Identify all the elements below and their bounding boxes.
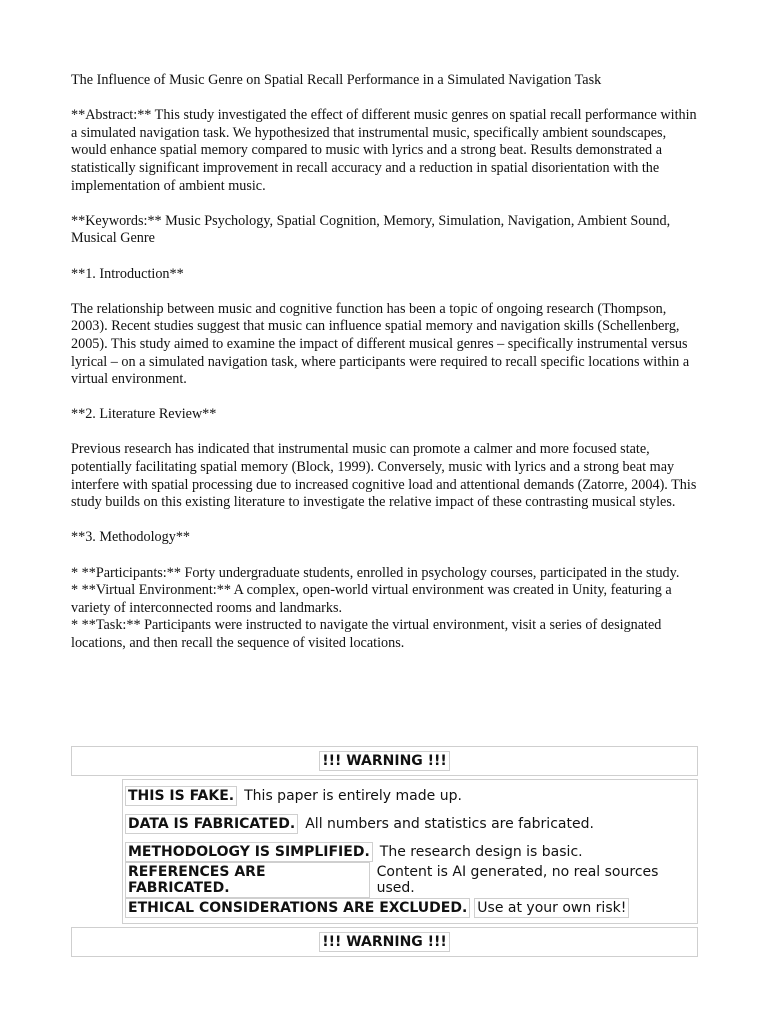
warning-item-text: All numbers and statistics are fabricated. <box>305 816 594 832</box>
warning-item-text: Content is AI generated, no real sources used. <box>376 864 659 896</box>
warning-item <box>125 782 697 810</box>
methodology-item-participants: * **Participants:** Forty undergraduate students, enrolled in psychology courses, participated in the study. <box>71 564 680 581</box>
warning-item-label: REFERENCES ARE FABRICATED. <box>125 862 370 898</box>
section-heading-introduction: **1. Introduction** <box>71 265 184 282</box>
warning-item-text: This paper is entirely made up. <box>244 788 462 804</box>
warning-box <box>71 746 698 957</box>
methodology-list <box>71 565 698 653</box>
warning-item-label: ETHICAL CONSIDERATIONS ARE EXCLUDED. <box>125 898 470 918</box>
section-body-introduction: The relationship between music and cognitive function has been a topic of ongoing research (Thompson, 2003). Recent studies suggest that music can influence spatial memory and navigation skills (Schellenberg, 2005). This study aimed to examine the impact of different musical genres – specifically instrumental versus lyrical – on a simulated navigation task, where participants were required to recall specific locations within a virtual environment. <box>71 300 693 388</box>
keywords: **Keywords:** Music Psychology, Spatial Cognition, Memory, Simulation, Navigation, Ambient Sound, Musical Genre <box>71 212 674 247</box>
section-heading-literature-review: **2. Literature Review** <box>71 406 217 423</box>
warning-item-label: THIS IS FAKE. <box>125 786 237 806</box>
section-heading-methodology: **3. Methodology** <box>71 529 191 546</box>
section-body-literature-review: Previous research has indicated that instrumental music can promote a calmer and more focused state, potentially facilitating spatial memory (Block, 1999). Conversely, music with lyrics and a strong beat may interfere with spatial processing due to increased cognitive load and attentional demands (Zatorre, 2004). This study builds on this existing literature to investigate the relative impact of these contrasting musical styles. <box>71 441 700 511</box>
warning-footer-text: !!! WARNING !!! <box>319 932 450 952</box>
warning-header-text: !!! WARNING !!! <box>319 751 450 771</box>
warning-item <box>125 894 697 922</box>
warning-footer <box>71 927 698 957</box>
abstract: **Abstract:** This study investigated the effect of different music genres on spatial recall performance within a simulated navigation task. We hypothesized that instrumental music, specifically ambient soundscapes, would enhance spatial memory compared to music with lyrics and a strong beat. Results demonstrated a statistically significant improvement in recall accuracy and a reduction in spatial disorientation with the implementation of ambient music. <box>71 107 701 194</box>
warning-list <box>122 779 698 924</box>
warning-item <box>125 810 697 838</box>
methodology-item-virtual-environment: * **Virtual Environment:** A complex, open-world virtual environment was created in Unity, featuring a variety of interconnected rooms and landmarks. <box>71 582 672 616</box>
warning-item-text: The research design is basic. <box>379 844 583 860</box>
warning-item <box>125 866 697 894</box>
methodology-item-task: * **Task:** Participants were instructed to navigate the virtual environment, visit a series of designated locations, and then recall the sequence of visited locations. <box>71 617 662 651</box>
warning-item-label: DATA IS FABRICATED. <box>125 814 298 834</box>
warning-item-label: METHODOLOGY IS SIMPLIFIED. <box>125 842 373 862</box>
warning-header <box>71 746 698 776</box>
warning-item-text: Use at your own risk! <box>474 898 629 918</box>
paper-title: The Influence of Music Genre on Spatial Recall Performance in a Simulated Navigation Task <box>71 72 602 88</box>
